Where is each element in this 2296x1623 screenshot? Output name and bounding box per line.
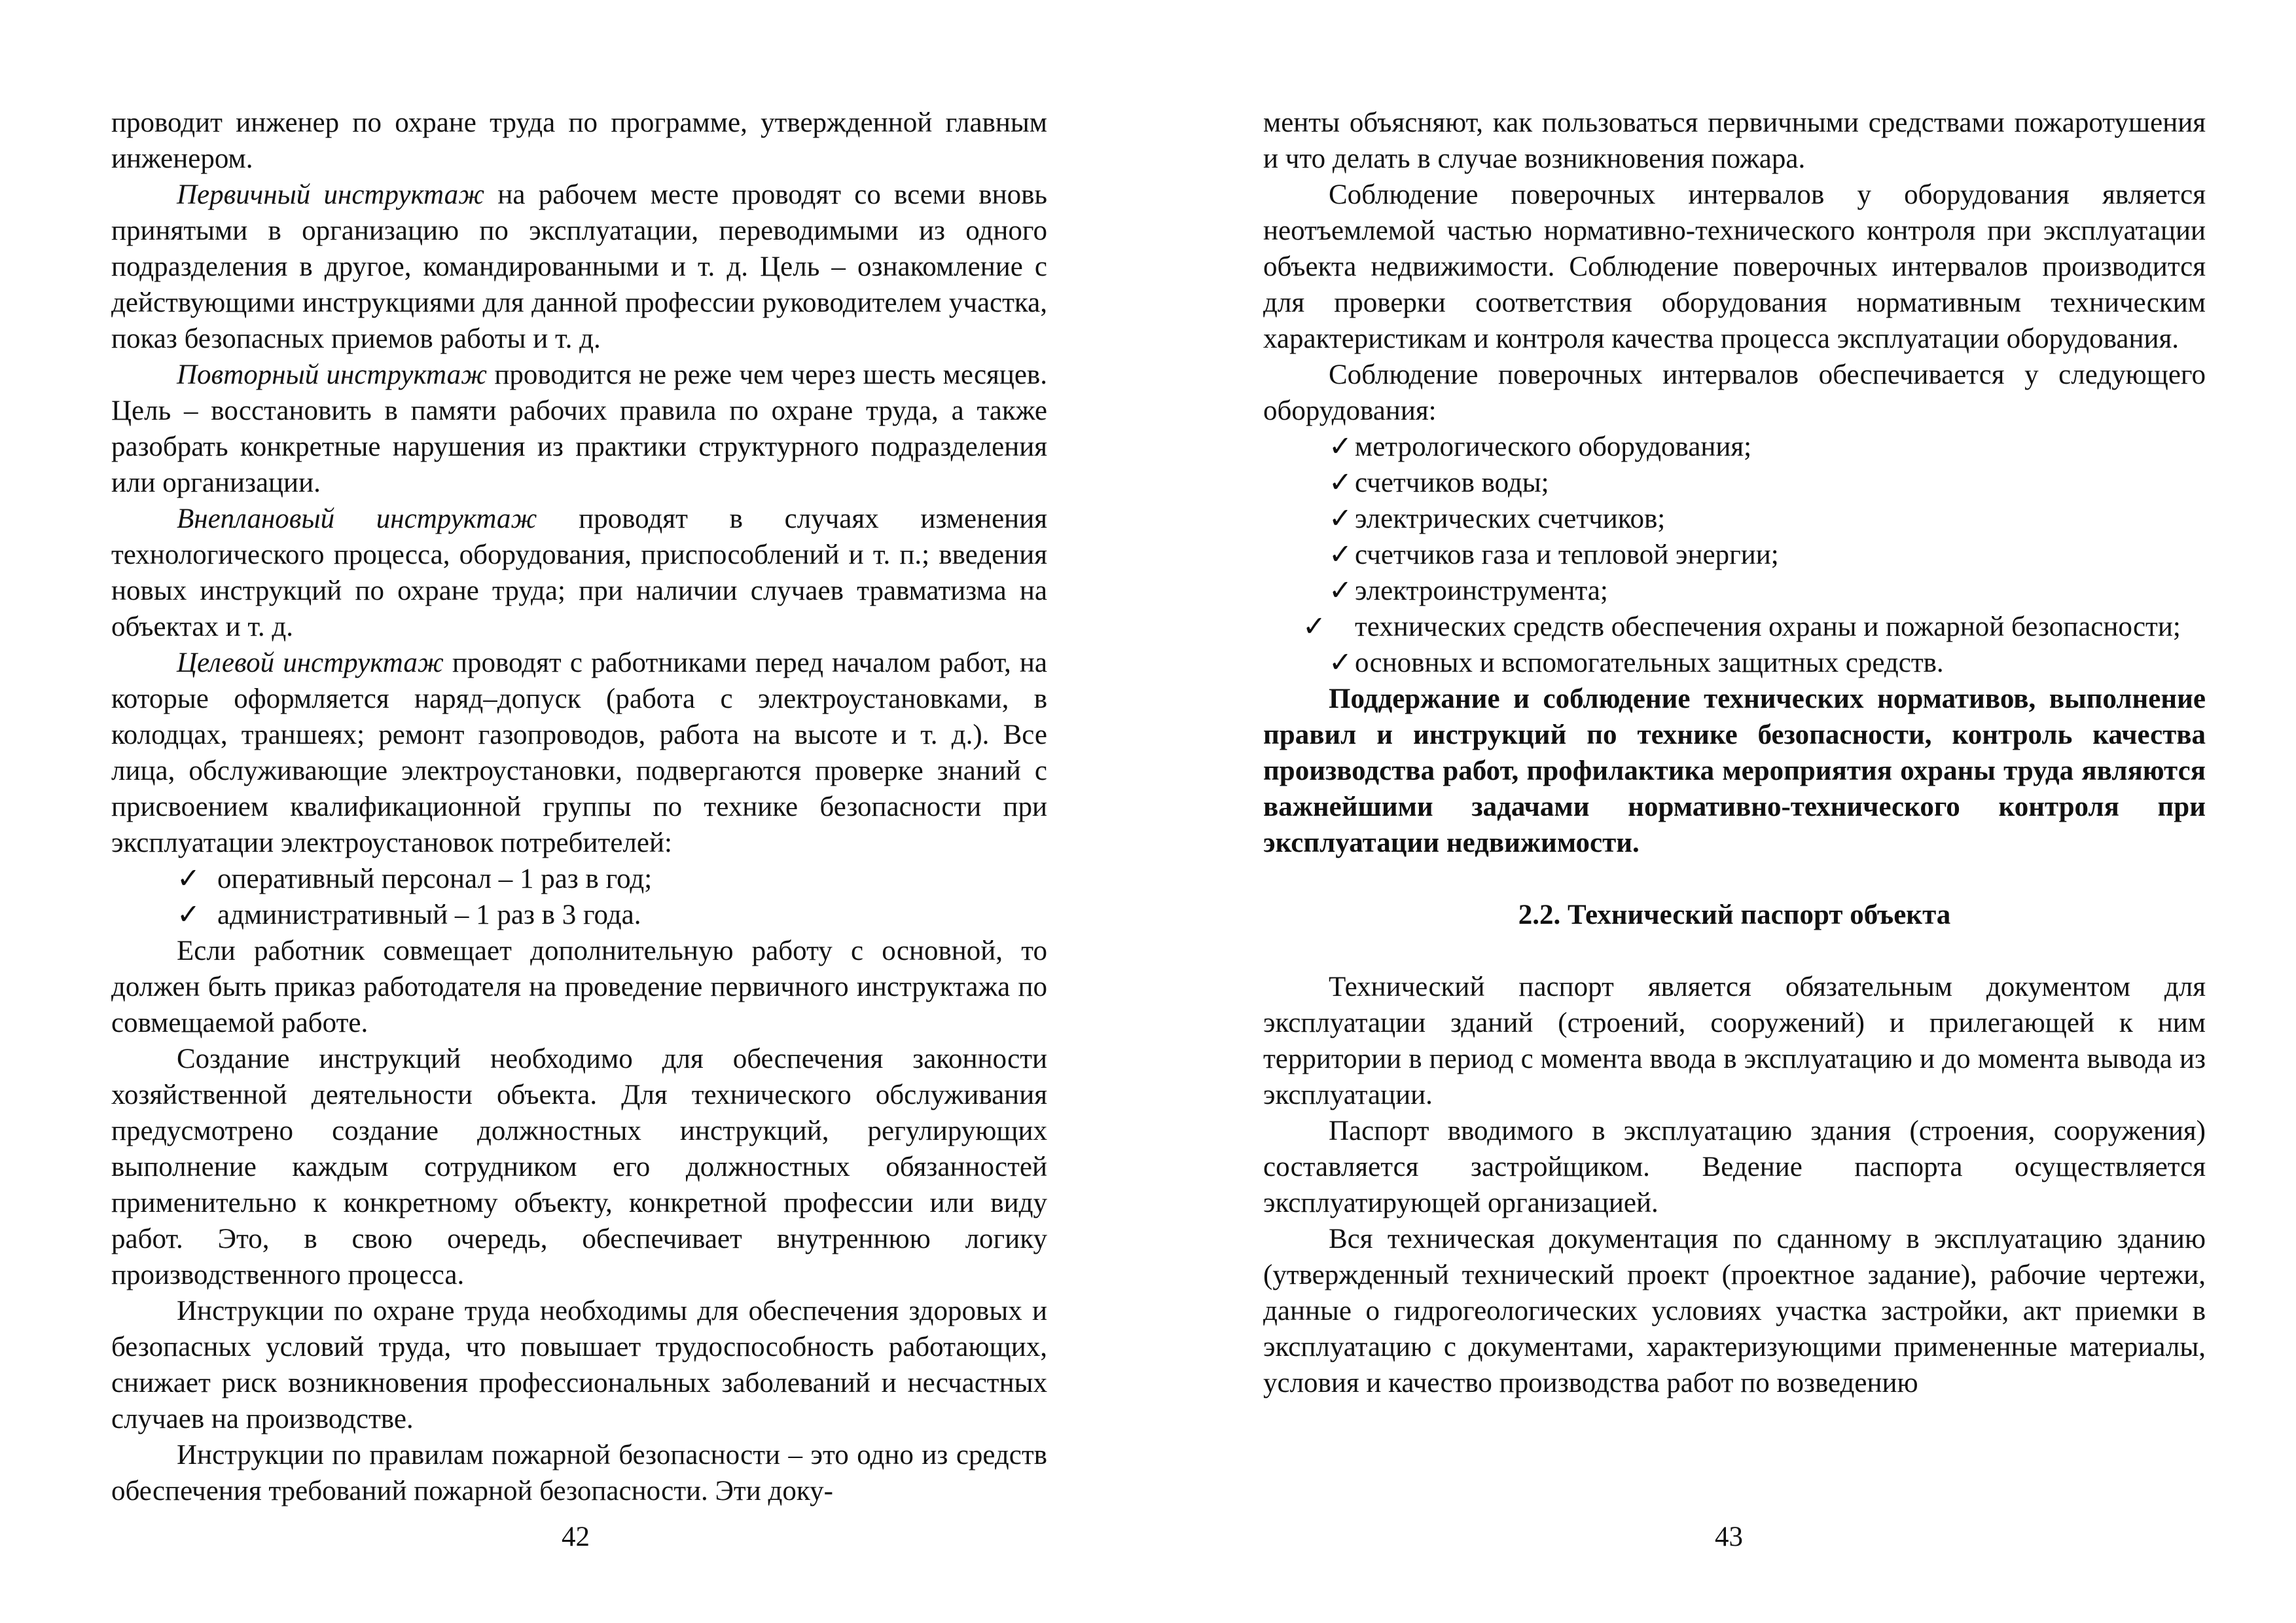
check-icon: ✓ [1329,503,1353,534]
list-item-text: счетчиков газа и тепловой энергии; [1355,539,1779,570]
paragraph: Вся техническая документация по сданному в эксплуатацию зданию (утвержденный технический проект (проектное задание), рабочие чертежи, данные о гидрогеологических условиях участка застройки, акт приемки в эксплуатацию с документами, характеризующими примененные материалы, условия и качество производства работ по возведению [1263,1224,2206,1398]
paragraph-unscheduled-briefing [111,501,1047,645]
list-item [1329,537,2206,573]
paragraph-target-briefing [111,645,1047,861]
list-item-text: технических средств обеспечения охраны и пожарной безопасности; [1355,611,2181,642]
check-icon: ✓ [1329,467,1353,498]
paragraph-text: проводится не реже чем через шесть месяцев. Цель – восстановить в памяти рабочих правила по охране труда, а также разобрать конкретные нарушения из практики структурного подразделения или организации. [111,359,1047,498]
paragraph: Соблюдение поверочных интервалов у оборудования является неотъемлемой частью нормативно-технического контроля при эксплуатации объекта недвижимости. Соблюдение поверочных интервалов производится для проверки соответствия оборудования нормативным техническим характеристикам и контроля качества процесса эксплуатации оборудования. [1263,179,2206,354]
paragraph: Создание инструкций необходимо для обеспечения законности хозяйственной деятельности объекта. Для технического обслуживания предусмотрено создание должностных инструкций, регулирующих выполнение каждым сотрудником его должностных обязанностей применительно к конкретному объекту, конкретной профессии или виду работ. Это, в свою очередь, обеспечивает внутреннюю логику производственного процесса. [111,1044,1047,1290]
term-unscheduled-briefing: Внеплановый инструктаж [177,503,537,534]
paragraph-repeat-briefing [111,357,1047,501]
right-page [1263,105,2206,1565]
page-number: 42 [562,1522,590,1552]
list-item [177,897,1047,933]
check-icon: ✓ [177,864,201,894]
check-icon: ✓ [1302,611,1327,642]
list-item [1329,573,2206,609]
check-icon: ✓ [1329,575,1353,606]
page-number: 43 [1715,1522,1743,1552]
bold-text: Поддержание и соблюдение технических нормативов, выполнение правил и инструкций по технике безопасности, контроль качества производства работ, профилактика мероприятия охраны труда являются важнейшими задачами нормативно-технического контроля при эксплуатации недвижимости. [1263,684,2206,858]
list-item [1329,465,2206,501]
list-item [1329,501,2206,537]
paragraph: Инструкции по правилам пожарной безопасности – это одно из средств обеспечения требований пожарной безопасности. Эти доку- [111,1440,1047,1506]
bold-paragraph [1263,681,2206,861]
list-item-text: оперативный персонал – 1 раз в год; [217,864,653,894]
checklist [1263,429,2206,681]
paragraph: проводит инженер по охране труда по программе, утвержденной главным инженером. [111,107,1047,174]
term-repeat-briefing: Повторный инструктаж [177,359,488,390]
paragraph-primary-briefing [111,177,1047,357]
list-item-text: электрических счетчиков; [1355,503,1666,534]
checklist [111,861,1047,933]
paragraph: менты объясняют, как пользоваться первичными средствами пожаротушения и что делать в случае возникновения пожара. [1263,107,2206,174]
paragraph: Технический паспорт является обязательным документом для эксплуатации зданий (строений, сооружений) и прилегающей к ним территории в период с момента ввода в эксплуатацию и до момента вывода из эксплуатации. [1263,972,2206,1110]
term-primary-briefing: Первичный инструктаж [177,179,485,210]
list-item [1329,429,2206,465]
paragraph-text: проводят с работниками перед началом работ, на которые оформляется наряд–допуск (работа с электроустановками, в колодцах, траншеях; ремонт газопроводов, работа на высоте и т. д.). Все лица, обслуживающие электроустановки, подвергаются проверке знаний с присвоением квалификационной группы по технике безопасности при эксплуатации электроустановок потребителей: [111,647,1047,858]
list-item [177,861,1047,897]
left-page [111,105,1047,1565]
term-target-briefing: Целевой инструктаж [177,647,444,678]
check-icon: ✓ [1329,431,1353,462]
list-item-text: метрологического оборудования; [1355,431,1752,462]
check-icon: ✓ [1329,539,1353,570]
section-heading: 2.2. Технический паспорт объекта [1518,900,1951,930]
list-item [1329,645,2206,681]
list-item-text: электроинструмента; [1355,575,1608,606]
paragraph: Соблюдение поверочных интервалов обеспечивается у следующего оборудования: [1263,359,2206,426]
list-item-text: основных и вспомогательных защитных средств. [1355,647,1944,678]
paragraph-text: проводят в случаях изменения технологического процесса, оборудования, приспособлений и т. п.; введения новых инструкций по охране труда; при наличии случаев травматизма на объектах и т. д. [111,503,1047,642]
list-item-text: счетчиков воды; [1355,467,1549,498]
paragraph: Инструкции по охране труда необходимы для обеспечения здоровых и безопасных условий труда, что повышает трудоспособность работающих, снижает риск возникновения профессиональных заболеваний и несчастных случаев на производстве. [111,1296,1047,1434]
paragraph-text: на рабочем месте проводят со всеми вновь принятыми в организацию по эксплуатации, переводимыми из одного подразделения в другое, командированными и т. д. Цель – ознакомление с действующими инструкциями для данной профессии руководителем участка, показ безопасных приемов работы и т. д. [111,179,1047,354]
paragraph: Паспорт вводимого в эксплуатацию здания (строения, сооружения) составляется застройщиком. Ведение паспорта осуществляется эксплуатирующей организацией. [1263,1116,2206,1218]
paragraph: Если работник совмещает дополнительную работу с основной, то должен быть приказ работодателя на проведение первичного инструктажа по совмещаемой работе. [111,936,1047,1038]
list-item [1302,609,2206,645]
check-icon: ✓ [177,900,201,930]
list-item-text: административный – 1 раз в 3 года. [217,900,641,930]
check-icon: ✓ [1329,647,1353,678]
